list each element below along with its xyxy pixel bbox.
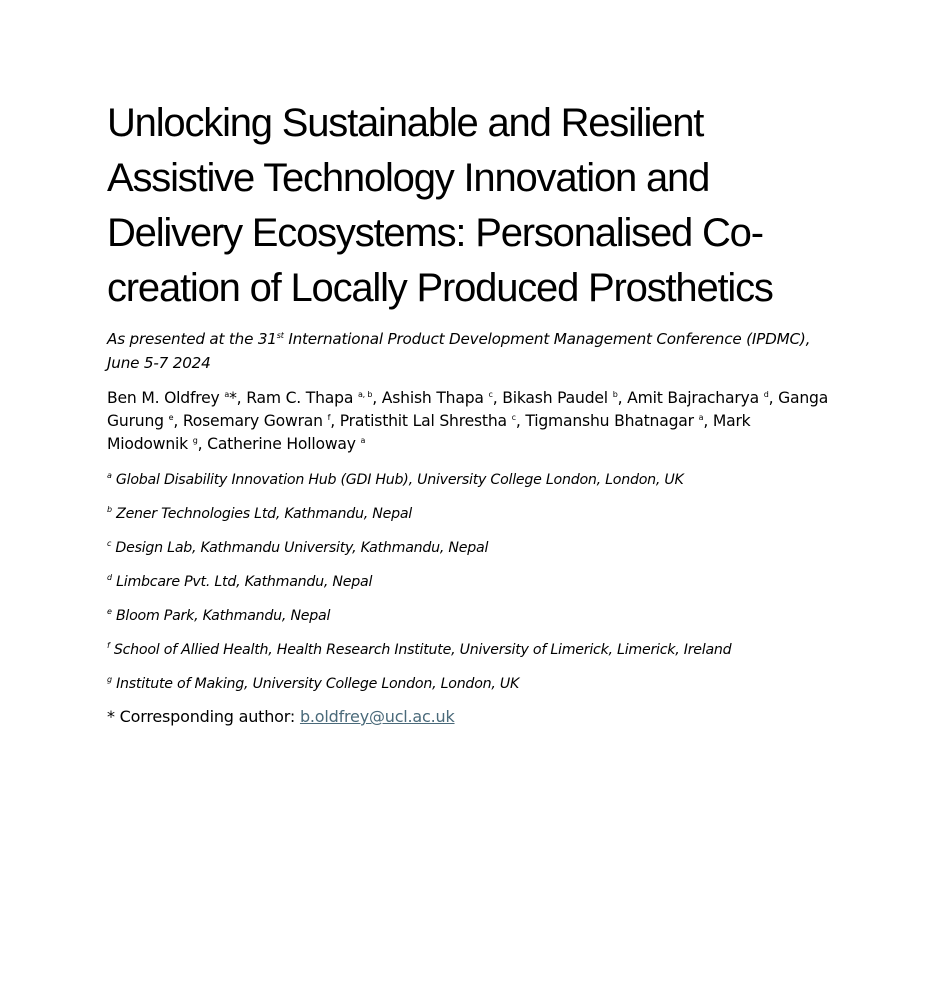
affiliation-text: Bloom Park, Kathmandu, Nepal (115, 608, 331, 624)
affiliation-key: c (107, 539, 112, 548)
affiliation-list (107, 470, 837, 694)
author-name: Tigmanshu Bhatnagar (525, 412, 694, 430)
conference-prefix: As presented at the 31 (107, 330, 277, 348)
author-name: Pratisthit Lal Shrestha (339, 412, 507, 430)
author (340, 412, 516, 430)
author-affiliation-marker: a (224, 390, 230, 399)
author-affiliation-marker: g (192, 436, 198, 445)
author (207, 435, 365, 453)
author-affiliation-marker: f (327, 413, 331, 422)
author-affiliation-marker: a (360, 436, 366, 445)
conference-ordinal: st (276, 331, 284, 340)
affiliation-text: Global Disability Innovation Hub (GDI Hub), University College London, London, UK (115, 472, 684, 488)
author-name: Amit Bajracharya (627, 389, 759, 407)
author (183, 412, 330, 430)
author (627, 389, 768, 407)
title-block (107, 96, 837, 729)
affiliation-text: Zener Technologies Ltd, Kathmandu, Nepal (116, 506, 412, 522)
paper-title: Unlocking Sustainable and Resilient Assistive Technology Innovation and Delivery Ecosystems: Personalised Co-creation of Locally Produced Prosthetics (107, 101, 773, 310)
author-affiliation-marker: a, b (357, 390, 373, 399)
author-affiliation-marker: c (511, 413, 516, 422)
author-affiliation-marker: e (168, 413, 174, 422)
affiliation (107, 674, 837, 694)
author (107, 389, 237, 407)
author-name: Ben M. Oldfrey (107, 389, 220, 407)
author (382, 389, 493, 407)
affiliation (107, 572, 837, 592)
affiliation (107, 470, 837, 490)
author-affiliation-marker: d (763, 390, 769, 399)
author-name: Mark Miodownik (107, 412, 751, 453)
author-name: Bikash Paudel (502, 389, 608, 407)
affiliation-key: d (107, 573, 112, 582)
affiliation (107, 504, 837, 524)
affiliation-key: b (107, 505, 112, 514)
affiliation-text: School of Allied Health, Health Research Institute, University of Limerick, Limerick, Ireland (113, 642, 732, 658)
author-name: Ganga Gurung (107, 389, 829, 430)
affiliation-key: g (107, 675, 112, 684)
affiliation-key: f (107, 641, 110, 650)
author-corresponding-marker: * (229, 389, 237, 407)
corresponding-label: * Corresponding author: (107, 707, 300, 726)
author (502, 389, 617, 407)
affiliation-text: Institute of Making, University College London, London, UK (116, 676, 520, 692)
affiliation-key: a (107, 471, 112, 480)
author-name: Rosemary Gowran (182, 412, 323, 430)
affiliation-key: e (107, 607, 112, 616)
author-affiliation-marker: b (612, 390, 618, 399)
author-affiliation-marker: c (488, 390, 493, 399)
author (525, 412, 703, 430)
author-name: Catherine Holloway (207, 435, 356, 453)
author (246, 389, 372, 407)
affiliation (107, 538, 837, 558)
affiliation (107, 640, 837, 660)
corresponding-email-link[interactable]: b.oldfrey@ucl.ac.uk (299, 707, 455, 726)
author-name: Ram C. Thapa (246, 389, 354, 407)
author-list: Ben M. Oldfrey $^a$*, Ram C. Thapa $^{a, b}$, Ashish Thapa $^c$, Bikash Paudel $^b$, Amit Bajracharya $^d$, Ganga Gurung $^e$, Rosemary Gowran $^f$, Pratisthit Lal Shrestha $^c$, Tigmanshu Bhatnagar $^a$, Mark Miodownik $^g$, Catherine Holloway $^a$ (107, 389, 829, 453)
conference-suffix: International Product Development Management Conference (IPDMC), June 5-7 2024 (107, 330, 811, 372)
affiliation-text: Design Lab, Kathmandu University, Kathmandu, Nepal (115, 540, 489, 556)
author-affiliation-marker: a (698, 413, 704, 422)
author-name: Ashish Thapa (381, 389, 484, 407)
affiliation (107, 606, 837, 626)
conference-note (107, 327, 837, 375)
affiliation-text: Limbcare Pvt. Ltd, Kathmandu, Nepal (116, 574, 373, 590)
corresponding-author (107, 705, 837, 729)
